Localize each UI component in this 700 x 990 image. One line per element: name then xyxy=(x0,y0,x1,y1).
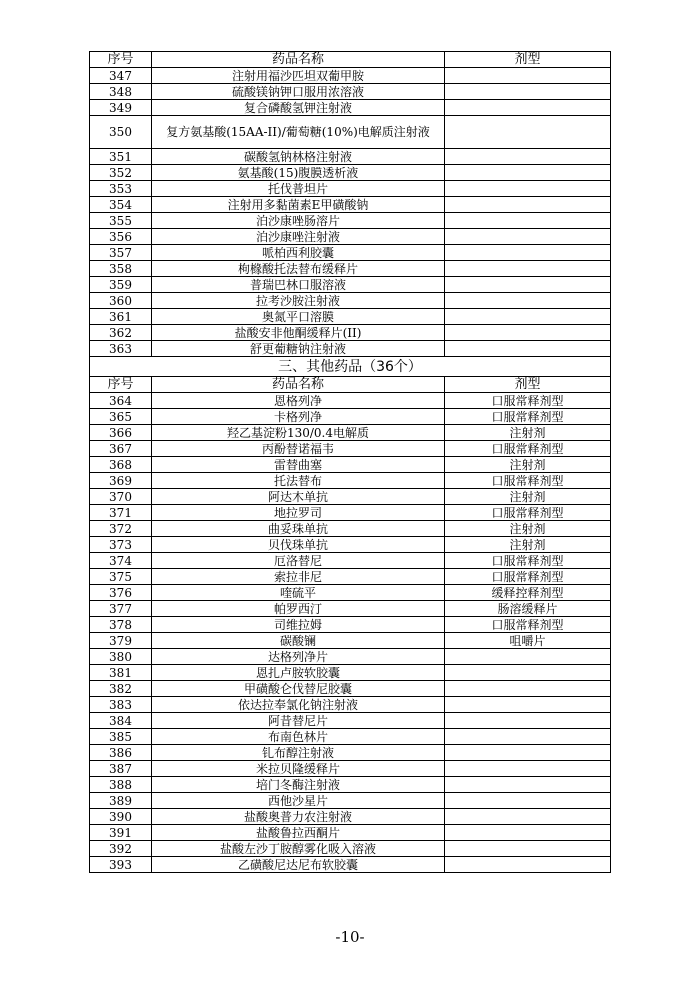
drug-number: 351 xyxy=(90,149,152,165)
drug-name: 盐酸左沙丁胺醇雾化吸入溶液 xyxy=(152,841,445,857)
table-row xyxy=(90,181,611,197)
dosage-form xyxy=(445,697,611,713)
table-row xyxy=(90,681,611,697)
drug-name: 拉考沙胺注射液 xyxy=(152,293,445,309)
drug-number: 389 xyxy=(90,793,152,809)
drug-number: 362 xyxy=(90,325,152,341)
drug-number: 377 xyxy=(90,601,152,617)
drug-name: 复合磷酸氢钾注射液 xyxy=(152,100,445,116)
drug-name: 盐酸安非他酮缓释片(II) xyxy=(152,325,445,341)
drug-name: 乙磺酸尼达尼布软胶囊 xyxy=(152,857,445,873)
dosage-form: 注射剂 xyxy=(445,489,611,505)
drug-name: 泊沙康唑注射液 xyxy=(152,229,445,245)
drug-number: 379 xyxy=(90,633,152,649)
drug-number: 369 xyxy=(90,473,152,489)
dosage-form: 注射剂 xyxy=(445,521,611,537)
table-row xyxy=(90,697,611,713)
table-row xyxy=(90,261,611,277)
drug-name: 布南色林片 xyxy=(152,729,445,745)
dosage-form xyxy=(445,809,611,825)
dosage-form xyxy=(445,100,611,116)
drug-name: 普瑞巴林口服溶液 xyxy=(152,277,445,293)
section-title: 三、其他药品（36个） xyxy=(90,357,611,377)
drug-name: 舒更葡糖钠注射液 xyxy=(152,341,445,357)
drug-name: 阿昔替尼片 xyxy=(152,713,445,729)
drug-name: 甲磺酸仑伐替尼胶囊 xyxy=(152,681,445,697)
drug-number: 360 xyxy=(90,293,152,309)
dosage-form xyxy=(445,213,611,229)
drug-number: 380 xyxy=(90,649,152,665)
drug-name: 注射用多黏菌素E甲磺酸钠 xyxy=(152,197,445,213)
drug-name: 硫酸镁钠钾口服用浓溶液 xyxy=(152,84,445,100)
table-row xyxy=(90,68,611,84)
drug-name: 卡格列净 xyxy=(152,409,445,425)
drug-number: 378 xyxy=(90,617,152,633)
drug-name: 托伐普坦片 xyxy=(152,181,445,197)
drug-number: 349 xyxy=(90,100,152,116)
drug-name: 帕罗西汀 xyxy=(152,601,445,617)
dosage-form xyxy=(445,116,611,149)
header-dosage-form: 剂型 xyxy=(445,377,611,393)
table-row xyxy=(90,197,611,213)
dosage-form: 口服常释剂型 xyxy=(445,409,611,425)
header-drug-name: 药品名称 xyxy=(152,52,445,68)
drug-name: 氨基酸(15)腹膜透析液 xyxy=(152,165,445,181)
table-row xyxy=(90,441,611,457)
drug-number: 374 xyxy=(90,553,152,569)
dosage-form xyxy=(445,229,611,245)
dosage-form xyxy=(445,713,611,729)
drug-name: 培门冬酶注射液 xyxy=(152,777,445,793)
table-row xyxy=(90,149,611,165)
drug-number: 373 xyxy=(90,537,152,553)
table-row xyxy=(90,569,611,585)
table-row xyxy=(90,116,611,149)
dosage-form xyxy=(445,761,611,777)
table-row xyxy=(90,777,611,793)
drug-number: 359 xyxy=(90,277,152,293)
dosage-form: 咀嚼片 xyxy=(445,633,611,649)
table-row xyxy=(90,617,611,633)
table-row xyxy=(90,793,611,809)
drug-name: 司维拉姆 xyxy=(152,617,445,633)
drug-number: 354 xyxy=(90,197,152,213)
dosage-form xyxy=(445,309,611,325)
section-title-row xyxy=(90,357,611,377)
table-row xyxy=(90,585,611,601)
table-row xyxy=(90,633,611,649)
drug-name: 丙酚替诺福韦 xyxy=(152,441,445,457)
dosage-form: 口服常释剂型 xyxy=(445,441,611,457)
dosage-form xyxy=(445,277,611,293)
drug-name: 曲妥珠单抗 xyxy=(152,521,445,537)
drug-name: 达格列净片 xyxy=(152,649,445,665)
drug-number: 367 xyxy=(90,441,152,457)
table-row xyxy=(90,537,611,553)
dosage-form xyxy=(445,68,611,84)
table-row xyxy=(90,601,611,617)
dosage-form xyxy=(445,181,611,197)
table-row xyxy=(90,245,611,261)
dosage-form: 口服常释剂型 xyxy=(445,505,611,521)
dosage-form xyxy=(445,84,611,100)
table-row xyxy=(90,505,611,521)
drug-number: 358 xyxy=(90,261,152,277)
drug-name: 盐酸奥普力农注射液 xyxy=(152,809,445,825)
dosage-form xyxy=(445,325,611,341)
drug-number: 391 xyxy=(90,825,152,841)
table-row xyxy=(90,825,611,841)
drug-name: 注射用福沙匹坦双葡甲胺 xyxy=(152,68,445,84)
drug-number: 348 xyxy=(90,84,152,100)
drug-number: 366 xyxy=(90,425,152,441)
table-row xyxy=(90,857,611,873)
dosage-form xyxy=(445,841,611,857)
table-header-row xyxy=(90,377,611,393)
drug-number: 388 xyxy=(90,777,152,793)
drug-number: 384 xyxy=(90,713,152,729)
table-row xyxy=(90,713,611,729)
drug-number: 382 xyxy=(90,681,152,697)
drug-number: 390 xyxy=(90,809,152,825)
table-row xyxy=(90,553,611,569)
dosage-form: 注射剂 xyxy=(445,457,611,473)
table-row xyxy=(90,665,611,681)
drug-number: 357 xyxy=(90,245,152,261)
drug-number: 353 xyxy=(90,181,152,197)
drug-number: 361 xyxy=(90,309,152,325)
table-row xyxy=(90,521,611,537)
dosage-form xyxy=(445,197,611,213)
drug-name: 托法替布 xyxy=(152,473,445,489)
dosage-form: 注射剂 xyxy=(445,537,611,553)
drug-number: 365 xyxy=(90,409,152,425)
drug-name: 碳酸氢钠林格注射液 xyxy=(152,149,445,165)
dosage-form: 口服常释剂型 xyxy=(445,553,611,569)
drug-number: 385 xyxy=(90,729,152,745)
table-row xyxy=(90,165,611,181)
table-header-row xyxy=(90,52,611,68)
header-number: 序号 xyxy=(90,377,152,393)
dosage-form: 口服常释剂型 xyxy=(445,393,611,409)
dosage-form xyxy=(445,245,611,261)
drug-name: 地拉罗司 xyxy=(152,505,445,521)
table-row xyxy=(90,84,611,100)
drug-name: 依达拉奉氯化钠注射液 xyxy=(152,697,445,713)
table-row xyxy=(90,649,611,665)
header-drug-name: 药品名称 xyxy=(152,377,445,393)
table-row xyxy=(90,325,611,341)
dosage-form xyxy=(445,745,611,761)
drug-name: 厄洛替尼 xyxy=(152,553,445,569)
table-row xyxy=(90,457,611,473)
table-row xyxy=(90,393,611,409)
dosage-form xyxy=(445,261,611,277)
table-row xyxy=(90,729,611,745)
drug-name: 贝伐珠单抗 xyxy=(152,537,445,553)
drug-number: 383 xyxy=(90,697,152,713)
dosage-form xyxy=(445,149,611,165)
table-row xyxy=(90,473,611,489)
drug-name: 羟乙基淀粉130/0.4电解质 xyxy=(152,425,445,441)
drug-number: 376 xyxy=(90,585,152,601)
drug-name: 复方氨基酸(15AA-II)/葡萄糖(10%)电解质注射液 xyxy=(152,116,445,149)
table-row xyxy=(90,293,611,309)
drug-number: 392 xyxy=(90,841,152,857)
drug-number: 350 xyxy=(90,116,152,149)
drug-table-body xyxy=(90,52,611,873)
drug-name: 钆布醇注射液 xyxy=(152,745,445,761)
drug-name: 哌柏西利胶囊 xyxy=(152,245,445,261)
dosage-form xyxy=(445,293,611,309)
header-number: 序号 xyxy=(90,52,152,68)
dosage-form: 注射剂 xyxy=(445,425,611,441)
drug-number: 386 xyxy=(90,745,152,761)
drug-number: 393 xyxy=(90,857,152,873)
drug-number: 371 xyxy=(90,505,152,521)
drug-number: 347 xyxy=(90,68,152,84)
dosage-form xyxy=(445,681,611,697)
table-row xyxy=(90,761,611,777)
dosage-form: 缓释控释剂型 xyxy=(445,585,611,601)
drug-number: 352 xyxy=(90,165,152,181)
dosage-form: 肠溶缓释片 xyxy=(445,601,611,617)
table-row xyxy=(90,309,611,325)
table-row xyxy=(90,100,611,116)
drug-name: 米拉贝隆缓释片 xyxy=(152,761,445,777)
dosage-form xyxy=(445,777,611,793)
dosage-form xyxy=(445,649,611,665)
drug-name: 盐酸鲁拉西酮片 xyxy=(152,825,445,841)
drug-number: 356 xyxy=(90,229,152,245)
drug-name: 阿达木单抗 xyxy=(152,489,445,505)
drug-number: 364 xyxy=(90,393,152,409)
drug-name: 奥氮平口溶膜 xyxy=(152,309,445,325)
table-row xyxy=(90,277,611,293)
header-dosage-form: 剂型 xyxy=(445,52,611,68)
drug-number: 370 xyxy=(90,489,152,505)
dosage-form xyxy=(445,341,611,357)
table-row xyxy=(90,841,611,857)
table-row xyxy=(90,745,611,761)
dosage-form: 口服常释剂型 xyxy=(445,617,611,633)
drug-number: 368 xyxy=(90,457,152,473)
page-number: -10- xyxy=(335,928,365,946)
drug-name: 雷替曲塞 xyxy=(152,457,445,473)
drug-number: 387 xyxy=(90,761,152,777)
drug-number: 363 xyxy=(90,341,152,357)
drug-number: 381 xyxy=(90,665,152,681)
drug-name: 碳酸镧 xyxy=(152,633,445,649)
table-row xyxy=(90,425,611,441)
drug-number: 372 xyxy=(90,521,152,537)
table-row xyxy=(90,489,611,505)
drug-name: 西他沙星片 xyxy=(152,793,445,809)
table-row xyxy=(90,229,611,245)
dosage-form xyxy=(445,729,611,745)
drug-number: 355 xyxy=(90,213,152,229)
drug-name: 泊沙康唑肠溶片 xyxy=(152,213,445,229)
table-row xyxy=(90,409,611,425)
drug-name: 喹硫平 xyxy=(152,585,445,601)
dosage-form xyxy=(445,825,611,841)
table-row xyxy=(90,341,611,357)
drug-name: 恩格列净 xyxy=(152,393,445,409)
table-row xyxy=(90,809,611,825)
drug-name: 枸橼酸托法替布缓释片 xyxy=(152,261,445,277)
dosage-form: 口服常释剂型 xyxy=(445,569,611,585)
table-row xyxy=(90,213,611,229)
dosage-form: 口服常释剂型 xyxy=(445,473,611,489)
dosage-form xyxy=(445,665,611,681)
drug-name: 恩扎卢胺软胶囊 xyxy=(152,665,445,681)
drug-name: 索拉非尼 xyxy=(152,569,445,585)
drug-number: 375 xyxy=(90,569,152,585)
dosage-form xyxy=(445,165,611,181)
dosage-form xyxy=(445,857,611,873)
dosage-form xyxy=(445,793,611,809)
drug-list-table xyxy=(89,51,611,873)
